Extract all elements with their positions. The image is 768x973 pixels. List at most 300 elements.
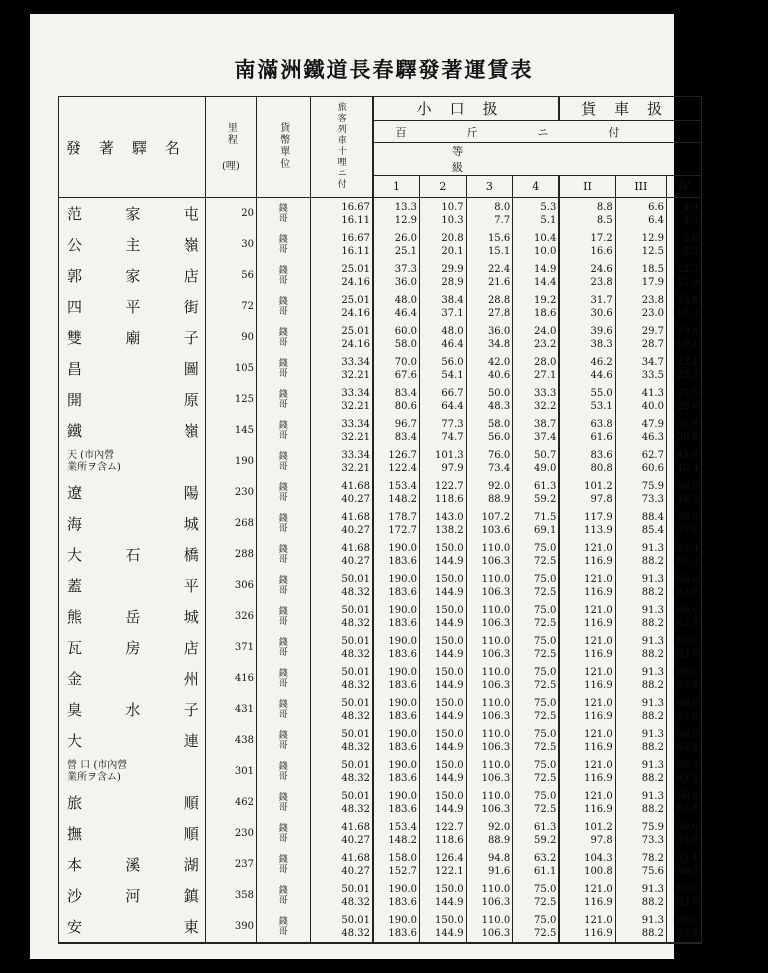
value-line: 15.1 [487, 245, 511, 257]
unit-label: 哥 [278, 554, 288, 565]
car-fare-cell [310, 756, 373, 787]
value-line: 48.32 [341, 803, 370, 815]
distance-cell: 72 [205, 291, 256, 322]
fare-cell [373, 446, 420, 477]
value-line: 63.8 [676, 896, 699, 908]
value-line: 50.01 [341, 728, 370, 740]
fare-cell [666, 601, 701, 632]
fare-cell [373, 663, 420, 694]
value-line: 116.9 [584, 896, 613, 908]
fare-cell [513, 911, 560, 943]
value-line: 14.4 [534, 276, 557, 288]
value-line: 29.9 [441, 263, 464, 275]
unit-label: 錢 [278, 358, 288, 369]
value-line: 36.0 [487, 325, 511, 337]
value-line: 34.8 [487, 338, 511, 350]
value-line: 16.67 [341, 232, 370, 244]
fare-cell [466, 446, 513, 477]
fare-cell [420, 446, 467, 477]
value-line: 50.01 [341, 666, 370, 678]
unit-label: 錢 [278, 327, 288, 338]
table-row [59, 632, 702, 663]
car-fare-cell [310, 384, 373, 415]
station-name-line: 業所ヲ含ム) [67, 771, 121, 783]
fare-cell [615, 570, 666, 601]
fare-cell [373, 384, 420, 415]
fare-cell [373, 694, 420, 725]
unit-label: 哥 [278, 213, 288, 224]
value-line: 41.68 [341, 480, 370, 492]
value-line: 25.01 [341, 263, 370, 275]
value-line: 183.6 [388, 896, 418, 908]
fare-cell [666, 849, 701, 880]
station-name: 四平街 [59, 291, 206, 322]
station-name-line: 業所ヲ含ム) [67, 461, 121, 473]
unit-label: 哥 [278, 895, 288, 906]
value-line: 110.0 [481, 759, 511, 771]
station-name: 昌圖 [59, 353, 206, 384]
value-line: 72.5 [534, 617, 557, 629]
value-line: 106.3 [481, 679, 511, 691]
value-line: 150.0 [434, 914, 464, 926]
distance-cell: 20 [205, 198, 256, 230]
value-line: 91.3 [641, 883, 664, 895]
car-fare-cell [310, 229, 373, 260]
value-line: 178.7 [388, 511, 418, 523]
fare-cell [666, 353, 701, 384]
value-line: 16.11 [341, 245, 370, 257]
value-line: 148.2 [388, 834, 418, 846]
station-name: 海城 [59, 508, 206, 539]
value-line: 61.3 [534, 821, 557, 833]
fare-cell [420, 384, 467, 415]
value-line: 144.9 [434, 741, 464, 753]
unit-cell [257, 601, 311, 632]
value-line: 38.3 [590, 338, 613, 350]
station-name: 本溪湖 [59, 849, 206, 880]
table-row [59, 198, 702, 230]
unit-cell [257, 291, 311, 322]
value-line: 118.6 [434, 834, 464, 846]
value-line: 75.9 [641, 480, 664, 492]
distance-cell: 268 [205, 508, 256, 539]
value-line: 23.8 [641, 294, 664, 306]
unit-cell [257, 663, 311, 694]
value-line: 37.4 [534, 431, 557, 443]
value-line: 75.0 [534, 542, 557, 554]
fare-cell [513, 322, 560, 353]
value-line: 116.9 [584, 772, 613, 784]
unit-cell [257, 632, 311, 663]
unit-cell [257, 849, 311, 880]
unit-cell [257, 229, 311, 260]
fare-cell [420, 353, 467, 384]
value-line: 150.0 [434, 604, 464, 616]
value-line: 150.0 [434, 666, 464, 678]
value-line: 33.34 [341, 387, 370, 399]
value-line: 91.3 [641, 604, 664, 616]
fare-cell [513, 849, 560, 880]
fare-cell [513, 539, 560, 570]
value-line: 48.9 [676, 834, 699, 846]
value-line: 8.0 [494, 201, 511, 213]
value-line: 91.3 [641, 790, 664, 802]
car-fare-cell [310, 911, 373, 943]
value-line: 48.32 [341, 648, 370, 660]
fare-cell [615, 539, 666, 570]
fare-cell [373, 880, 420, 911]
fare-cell [666, 911, 701, 943]
value-line: 48.32 [341, 772, 370, 784]
value-line: 121.0 [584, 573, 613, 585]
value-line: 25.1 [394, 245, 418, 257]
value-line: 40.6 [487, 369, 511, 381]
value-line: 88.2 [641, 679, 664, 691]
fare-cell [513, 353, 560, 384]
value-line: 44.6 [590, 369, 613, 381]
fare-cell [373, 756, 420, 787]
fare-cell [420, 322, 467, 353]
value-line: 150.0 [434, 883, 464, 895]
value-line: 183.6 [388, 679, 418, 691]
value-line: 33.34 [341, 449, 370, 461]
value-line: 73.3 [641, 834, 664, 846]
fare-cell [559, 570, 615, 601]
value-line: 66.0 [676, 604, 699, 616]
fare-cell [466, 353, 513, 384]
fare-cell [666, 663, 701, 694]
value-line: 28.8 [487, 294, 511, 306]
fare-cell [615, 384, 666, 415]
value-line: 32.21 [341, 369, 370, 381]
value-line: 153.4 [388, 480, 418, 492]
value-line: 101.3 [434, 449, 464, 461]
table-row [59, 384, 702, 415]
fare-cell [513, 818, 560, 849]
header-distance: 里程 (哩) [205, 97, 256, 198]
fare-cell [420, 694, 467, 725]
unit-label: 哥 [278, 275, 288, 286]
value-line: 50.6 [676, 480, 699, 492]
value-line: 48.3 [487, 400, 511, 412]
table-row [59, 601, 702, 632]
value-line: 150.0 [434, 635, 464, 647]
fare-cell [615, 849, 666, 880]
value-line: 12.9 [394, 214, 418, 226]
fare-cell [466, 756, 513, 787]
value-line: 61.3 [676, 555, 699, 567]
fare-cell [513, 291, 560, 322]
station-name: 熊岳城 [59, 601, 206, 632]
value-line: 138.2 [434, 524, 464, 536]
value-line: 23.0 [641, 307, 664, 319]
fare-cell [559, 880, 615, 911]
value-line: 57.0 [676, 524, 699, 536]
fare-cell [615, 415, 666, 446]
unit-label: 哥 [278, 833, 288, 844]
value-line: 10.7 [441, 201, 464, 213]
value-line: 116.9 [584, 679, 613, 691]
table-row [59, 725, 702, 756]
fare-cell [420, 725, 467, 756]
station-name: 大石橋 [59, 539, 206, 570]
fare-cell [513, 880, 560, 911]
value-line: 75.0 [534, 728, 557, 740]
value-line: 88.2 [641, 617, 664, 629]
value-line: 39.6 [590, 325, 613, 337]
fare-cell [373, 601, 420, 632]
fare-cell [666, 570, 701, 601]
value-line: 10.4 [534, 232, 557, 244]
value-line: 58.0 [487, 418, 511, 430]
header-station: 發著驛名 [59, 97, 206, 198]
fare-cell [615, 477, 666, 508]
value-line: 88.2 [641, 710, 664, 722]
station-name: 鐵嶺 [59, 415, 206, 446]
car-fare-cell [310, 353, 373, 384]
fare-cell [666, 198, 701, 230]
fare-cell [615, 601, 666, 632]
value-line: 110.0 [481, 883, 511, 895]
car-fare-cell [310, 880, 373, 911]
value-line: 75.6 [641, 865, 664, 877]
unit-label: 哥 [278, 337, 288, 348]
fare-cell [466, 570, 513, 601]
value-line: 121.0 [584, 666, 613, 678]
value-line: 23.2 [534, 338, 557, 350]
car-fare-cell [310, 694, 373, 725]
value-line: 72.5 [534, 555, 557, 567]
value-line: 75.0 [534, 914, 557, 926]
value-line: 40.27 [341, 524, 370, 536]
value-line: 18.6 [534, 307, 557, 319]
value-line: 190.0 [388, 542, 418, 554]
value-line: 88.2 [641, 772, 664, 784]
value-line: 63.8 [676, 586, 699, 598]
header-per: 百斤ニ付 [373, 121, 702, 143]
value-line: 72.5 [534, 896, 557, 908]
value-line: 50.01 [341, 790, 370, 802]
fare-cell [513, 384, 560, 415]
station-name: 遼陽 [59, 477, 206, 508]
fare-cell [420, 477, 467, 508]
fare-cell [513, 508, 560, 539]
value-line: 59.2 [534, 834, 557, 846]
value-line: 183.6 [388, 617, 418, 629]
fare-cell [666, 446, 701, 477]
value-line: 8.3 [683, 245, 699, 257]
value-line: 106.3 [481, 803, 511, 815]
fare-cell [373, 260, 420, 291]
fare-cell [420, 818, 467, 849]
fare-cell [615, 911, 666, 943]
value-line: 5.1 [540, 214, 557, 226]
value-line: 88.9 [487, 493, 511, 505]
value-line: 126.4 [434, 852, 464, 864]
fare-cell [615, 198, 666, 230]
distance-cell: 105 [205, 353, 256, 384]
table-row [59, 787, 702, 818]
fare-cell [666, 260, 701, 291]
value-line: 106.3 [481, 741, 511, 753]
value-line: 28.0 [534, 356, 557, 368]
value-line: 26.6 [676, 400, 699, 412]
value-line: 76.0 [487, 449, 511, 461]
value-line: 150.0 [434, 573, 464, 585]
fare-cell [666, 508, 701, 539]
value-line: 48.0 [394, 294, 418, 306]
fare-cell [559, 911, 615, 943]
value-line: 88.2 [641, 896, 664, 908]
station-name: 旅順 [59, 787, 206, 818]
distance-cell: 390 [205, 911, 256, 943]
value-line: 117.9 [584, 511, 613, 523]
value-line: 144.9 [434, 586, 464, 598]
fare-cell [559, 632, 615, 663]
class-label: 3 [466, 176, 513, 198]
fare-cell [466, 198, 513, 230]
station-name: 郭家店 [59, 260, 206, 291]
value-line: 190.0 [388, 790, 418, 802]
fare-cell [666, 880, 701, 911]
fare-cell [559, 694, 615, 725]
fare-cell [559, 663, 615, 694]
value-line: 77.3 [441, 418, 464, 430]
unit-label: 錢 [278, 761, 288, 772]
unit-cell [257, 694, 311, 725]
station-name: 大連 [59, 725, 206, 756]
value-line: 83.6 [590, 449, 613, 461]
unit-cell [257, 198, 311, 230]
unit-label: 哥 [278, 771, 288, 782]
station-name: 安東 [59, 911, 206, 943]
value-line: 144.9 [434, 803, 464, 815]
fare-cell [615, 663, 666, 694]
car-fare-cell [310, 322, 373, 353]
value-line: 97.9 [441, 462, 464, 474]
value-line: 110.0 [481, 635, 511, 647]
value-line: 183.6 [388, 648, 418, 660]
page-title: 南滿洲鐵道長春驛發著運賃表 [234, 57, 534, 82]
fare-cell [420, 508, 467, 539]
value-line: 59.0 [676, 511, 699, 523]
distance-cell: 306 [205, 570, 256, 601]
fare-cell [420, 291, 467, 322]
value-line: 48.32 [341, 927, 370, 939]
value-line: 67.6 [394, 369, 418, 381]
value-line: 23.8 [590, 276, 613, 288]
value-line: 20.8 [441, 232, 464, 244]
value-line: 50.01 [341, 635, 370, 647]
value-line: 48.32 [341, 710, 370, 722]
value-line: 121.0 [584, 604, 613, 616]
value-line: 66.0 [676, 759, 699, 771]
unit-label: 錢 [278, 699, 288, 710]
value-line: 11.9 [676, 276, 699, 288]
value-line: 144.9 [434, 555, 464, 567]
unit-cell [257, 787, 311, 818]
value-line: 92.0 [487, 821, 511, 833]
value-line: 48.0 [441, 325, 464, 337]
value-line: 144.9 [434, 772, 464, 784]
value-line: 97.8 [590, 834, 613, 846]
value-line: 71.5 [534, 511, 557, 523]
value-line: 88.2 [641, 648, 664, 660]
fare-cell [466, 539, 513, 570]
value-line: 10.3 [441, 214, 464, 226]
value-line: 12.9 [641, 232, 664, 244]
fare-cell [373, 632, 420, 663]
fare-cell [615, 260, 666, 291]
station-name: 范家屯 [59, 198, 206, 230]
table-row [59, 322, 702, 353]
value-line: 88.2 [641, 741, 664, 753]
value-line: 72.5 [534, 803, 557, 815]
value-line: 56.0 [487, 431, 511, 443]
value-line: 144.9 [434, 617, 464, 629]
car-fare-cell [310, 818, 373, 849]
unit-cell [257, 756, 311, 787]
value-line: 72.5 [534, 648, 557, 660]
value-line: 88.2 [641, 803, 664, 815]
value-line: 19.1 [676, 338, 699, 350]
value-line: 50.01 [341, 697, 370, 709]
value-line: 63.8 [676, 679, 699, 691]
value-line: 48.32 [341, 617, 370, 629]
value-line: 63.8 [590, 418, 613, 430]
value-line: 106.3 [481, 896, 511, 908]
value-line: 190.0 [388, 573, 418, 585]
fare-cell [373, 818, 420, 849]
value-line: 121.0 [584, 542, 613, 554]
value-line: 4.3 [683, 214, 699, 226]
station-name-line: 營 口 (市內營 [67, 759, 128, 771]
fare-cell [466, 725, 513, 756]
distance-cell: 358 [205, 880, 256, 911]
value-line: 150.0 [434, 759, 464, 771]
table-row [59, 477, 702, 508]
value-line: 110.0 [481, 790, 511, 802]
fare-cell [373, 477, 420, 508]
value-line: 48.9 [676, 493, 699, 505]
unit-label: 錢 [278, 854, 288, 865]
class-label: 4 [513, 176, 560, 198]
unit-label: 哥 [278, 709, 288, 720]
fare-cell [373, 291, 420, 322]
value-line: 17.9 [641, 276, 664, 288]
fare-cell [513, 229, 560, 260]
value-line: 91.3 [641, 635, 664, 647]
value-line: 88.2 [641, 927, 664, 939]
fare-cell [666, 229, 701, 260]
value-line: 30.6 [590, 307, 613, 319]
value-line: 190.0 [388, 728, 418, 740]
value-line: 148.2 [388, 493, 418, 505]
value-line: 144.9 [434, 648, 464, 660]
value-line: 126.7 [388, 449, 418, 461]
value-line: 63.8 [676, 803, 699, 815]
value-line: 122.1 [434, 865, 464, 877]
distance-cell: 30 [205, 229, 256, 260]
fare-cell [559, 291, 615, 322]
value-line: 18.5 [641, 263, 664, 275]
value-line: 144.9 [434, 927, 464, 939]
value-line: 8.5 [596, 214, 613, 226]
value-line: 183.6 [388, 710, 418, 722]
car-fare-cell [310, 539, 373, 570]
fare-cell [513, 787, 560, 818]
value-line: 116.9 [584, 710, 613, 722]
